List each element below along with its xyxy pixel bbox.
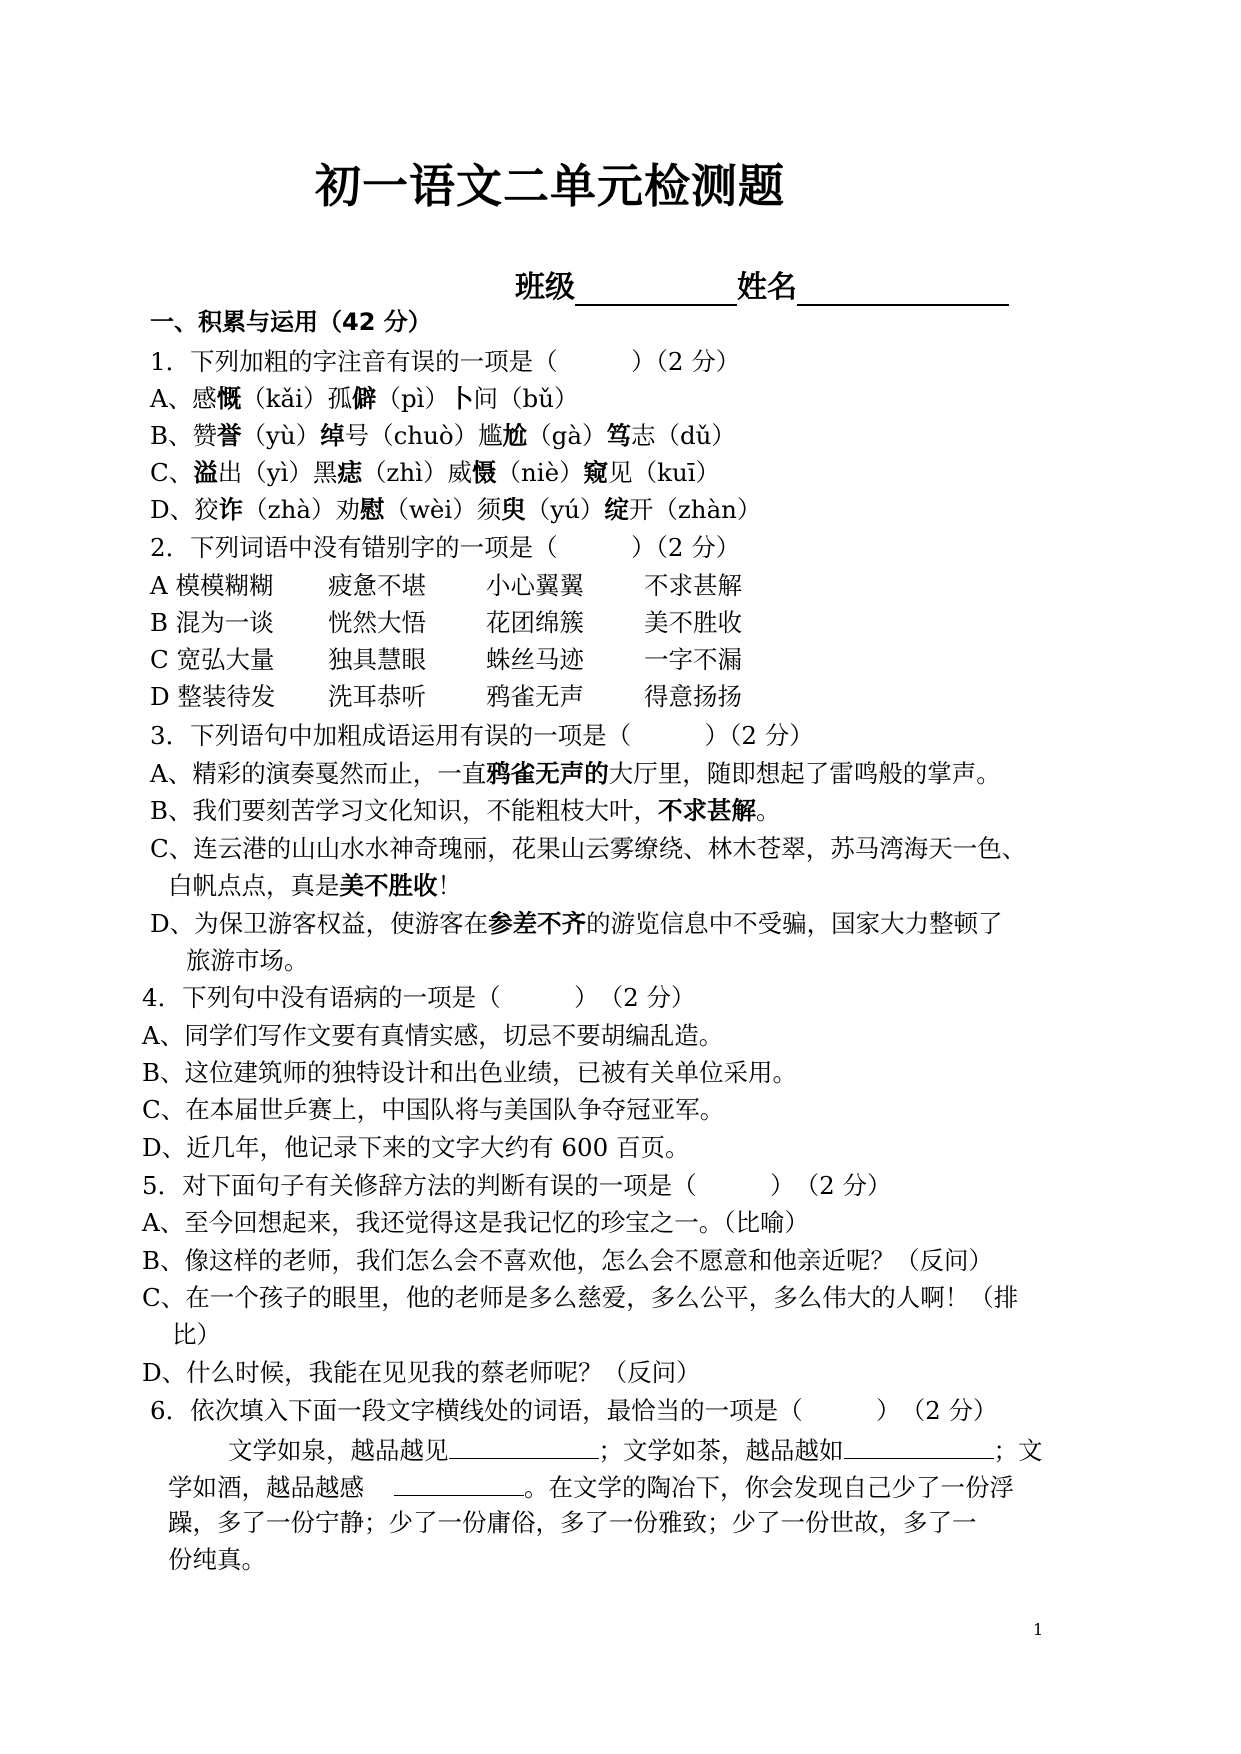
- q5-option-a: A、至今回想起来，我还觉得这是我记忆的珍宝之一。（比喻）: [142, 1208, 809, 1237]
- name-blank: [797, 272, 1009, 306]
- name-label: 姓名: [737, 270, 797, 305]
- q6-paragraph-line2: 学如酒，越品越感 。在文学的陶冶下，你会发现自己少了一份浮: [168, 1473, 1014, 1502]
- q6-stem: 6．依次填入下面一段文字横线处的词语，最恰当的一项是（ ） （2 分）: [150, 1396, 998, 1425]
- q4-option-c: C、在本届世乒赛上，中国队将与美国队争夺冠亚军。: [142, 1095, 725, 1124]
- q3-option-c-line1: C、连云港的山山水水神奇瑰丽，花果山云雾缭绕、林木苍翠，苏马湾海天一色、: [150, 834, 1027, 863]
- q3-option-b: B、我们要刻苦学习文化知识，不能粗枝大叶，不求甚解。: [150, 796, 781, 825]
- q2-option-d: D 整装待发 洗耳恭听 鸦雀无声 得意扬扬: [150, 682, 742, 711]
- q4-option-b: B、这位建筑师的独特设计和出色业绩，已被有关单位采用。: [142, 1058, 798, 1087]
- class-name-row: [515, 262, 1009, 306]
- q6-paragraph-line4: 份纯真。: [168, 1545, 266, 1574]
- q3-option-d-line1: D、为保卫游客权益，使游客在参差不齐的游览信息中不受骗，国家大力整顿了: [150, 909, 1003, 938]
- page-title: 初一语文二单元检测题: [315, 159, 785, 213]
- q1-option-b: B、赞誉（yù）绰号（chuò）尴尬（gà）笃志（dǔ）: [150, 421, 736, 450]
- q5-option-d: D、什么时候，我能在见见我的蔡老师呢？（反问）: [142, 1358, 701, 1387]
- q5-stem: 5．对下面句子有关修辞方法的判断有误的一项是（ ） （2 分）: [142, 1171, 892, 1200]
- class-blank: [575, 272, 737, 306]
- q1-option-a: A、感慨（kǎi）孤僻（pì）卜问（bǔ）: [150, 384, 579, 413]
- q3-option-d-line2: 旅游市场。: [186, 946, 309, 975]
- class-label: 班级: [515, 270, 575, 305]
- q3-option-a: A、精彩的演奏戛然而止，一直鸦雀无声的大厅里，随即想起了雷鸣般的掌声。: [150, 759, 1001, 788]
- q6-paragraph-line3: 躁，多了一份宁静；少了一份庸俗，多了一份雅致；少了一份世故，多了一: [168, 1508, 977, 1537]
- q2-option-b: B 混为一谈 恍然大悟 花团绵簇 美不胜收: [150, 608, 742, 637]
- q6-blank-2: [844, 1434, 994, 1459]
- q4-option-d: D、近几年，他记录下来的文字大约有 600 百页。: [142, 1133, 690, 1162]
- q5-option-b: B、像这样的老师，我们怎么会不喜欢他，怎么会不愿意和他亲近呢？（反问）: [142, 1246, 994, 1275]
- page-number: 1: [1033, 1620, 1044, 1639]
- q3-stem: 3．下列语句中加粗成语运用有误的一项是（ ）（2 分）: [150, 721, 814, 750]
- q6-paragraph-line1: 文学如泉，越品越见 ；文学如茶，越品越如 ；文: [228, 1436, 1043, 1465]
- q6-blank-3: [394, 1471, 524, 1496]
- q2-option-c: C 宽弘大量 独具慧眼 蛛丝马迹 一字不漏: [150, 645, 742, 674]
- q3-option-c-line2: 白帆点点，真是美不胜收！: [168, 871, 462, 900]
- q1-option-c: C、溢出（yì）黑痣（zhì）威慑（niè）窥见（kuī）: [150, 458, 721, 487]
- section-heading: 一、积累与运用（42 分）: [150, 308, 432, 336]
- q2-stem: 2．下列词语中没有错别字的一项是（ ）（2 分）: [150, 533, 741, 562]
- q5-option-c-line2: 比）: [172, 1320, 221, 1349]
- q1-option-d: D、狡诈（zhà）劝慰（wèi）须臾（yú）绽开（zhàn）: [150, 495, 762, 524]
- q2-option-a: A 模模糊糊 疲惫不堪 小心翼翼 不求甚解: [150, 571, 742, 600]
- q5-option-c-line1: C、在一个孩子的眼里，他的老师是多么慈爱，多么公平，多么伟大的人啊！（排: [142, 1283, 1019, 1312]
- q4-stem: 4．下列句中没有语病的一项是（ ） （2 分）: [142, 983, 696, 1012]
- q4-option-a: A、同学们写作文要有真情实感，切忌不要胡编乱造。: [142, 1021, 724, 1050]
- q6-blank-1: [449, 1434, 599, 1459]
- q1-stem: 1．下列加粗的字注音有误的一项是（ ）（2 分）: [150, 347, 741, 376]
